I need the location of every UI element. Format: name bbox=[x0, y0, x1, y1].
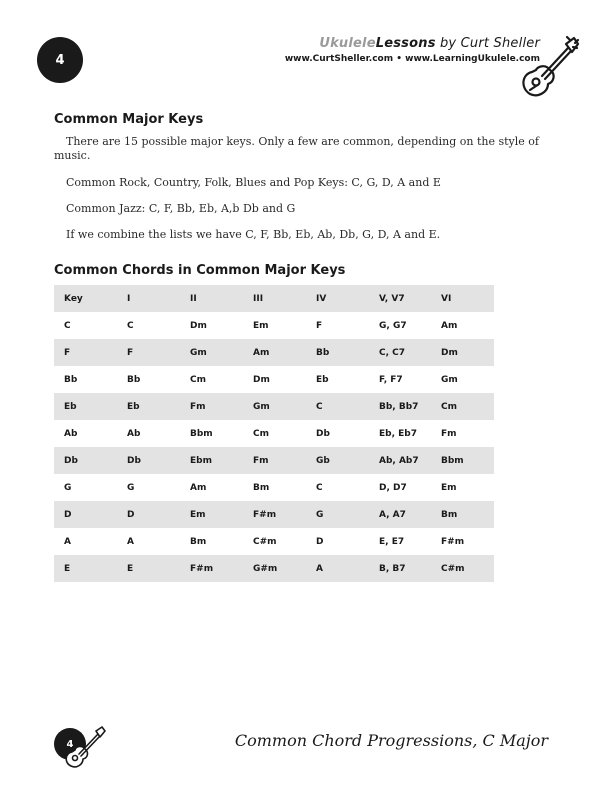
brand-urls: www.CurtSheller.com • www.LearningUkulele.com bbox=[284, 54, 540, 64]
table-cell: D bbox=[127, 509, 135, 520]
table-cell: F, F7 bbox=[379, 374, 403, 385]
table-cell: E bbox=[127, 563, 134, 574]
table-cell: Bm bbox=[253, 482, 270, 493]
header-cell: III bbox=[253, 293, 264, 304]
table-cell: Bb, Bb7 bbox=[379, 401, 419, 412]
table-row bbox=[54, 528, 494, 555]
table-cell: Db bbox=[64, 455, 78, 466]
table-cell: Fm bbox=[190, 401, 206, 412]
table-row bbox=[54, 501, 494, 528]
table-cell: Eb bbox=[127, 401, 140, 412]
table-row bbox=[54, 393, 494, 420]
table-cell: Gb bbox=[316, 455, 330, 466]
table-cell: Em bbox=[441, 482, 457, 493]
table-cell: A, A7 bbox=[379, 509, 406, 520]
paragraph-intro: There are 15 possible major keys. Only a few are common, depending on the style of music. bbox=[54, 135, 539, 162]
table-cell: C, C7 bbox=[379, 347, 406, 358]
brand-title bbox=[285, 36, 540, 51]
table-cell: F#m bbox=[190, 563, 214, 574]
table-cell: Gm bbox=[253, 401, 270, 412]
header-cell: Key bbox=[64, 293, 83, 304]
table-cell: C#m bbox=[253, 536, 277, 547]
table-cell: C bbox=[127, 320, 134, 331]
header-cell: II bbox=[190, 293, 197, 304]
ukulele-icon bbox=[518, 34, 580, 98]
table-cell: Ab bbox=[127, 428, 141, 439]
table-header-row bbox=[54, 285, 494, 312]
table-cell: Em bbox=[253, 320, 269, 331]
table-cell: F bbox=[64, 347, 71, 358]
table-cell: F bbox=[127, 347, 134, 358]
table-cell: Bm bbox=[190, 536, 207, 547]
table-cell: A bbox=[316, 563, 323, 574]
page-number-badge: 4 bbox=[37, 37, 83, 83]
table-cell: D, D7 bbox=[379, 482, 407, 493]
table-row bbox=[54, 447, 494, 474]
chords-table bbox=[54, 285, 494, 582]
table-cell: G, G7 bbox=[379, 320, 407, 331]
table-cell: G bbox=[127, 482, 135, 493]
table-cell: C bbox=[316, 482, 323, 493]
table-cell: Bb bbox=[127, 374, 141, 385]
table-cell: F bbox=[316, 320, 323, 331]
header-cell: IV bbox=[316, 293, 327, 304]
table-cell: C bbox=[316, 401, 323, 412]
table-cell: Bb bbox=[64, 374, 78, 385]
footer-title: Common Chord Progressions, C Major bbox=[234, 731, 548, 750]
paragraph-jazz-keys: Common Jazz: C, F, Bb, Eb, A,b Db and G bbox=[66, 202, 296, 215]
table-cell: Dm bbox=[441, 347, 458, 358]
table-cell: Gm bbox=[190, 347, 207, 358]
section-heading-common-chords: Common Chords in Common Major Keys bbox=[54, 263, 346, 278]
table-row bbox=[54, 366, 494, 393]
table-cell: Cm bbox=[190, 374, 206, 385]
paragraph-combined-keys: If we combine the lists we have C, F, Bb, Eb, Ab, Db, G, D, A and E. bbox=[66, 228, 441, 241]
table-cell: Ab, Ab7 bbox=[379, 455, 419, 466]
brand-lessons: Lessons bbox=[375, 36, 436, 51]
table-cell: Fm bbox=[441, 428, 457, 439]
table-row bbox=[54, 420, 494, 447]
table-cell: Em bbox=[190, 509, 206, 520]
footer-page-number: 4 bbox=[54, 728, 86, 760]
table-cell: Eb, Eb7 bbox=[379, 428, 417, 439]
table-cell: A bbox=[127, 536, 134, 547]
brand-header bbox=[285, 36, 540, 64]
table-cell: A bbox=[64, 536, 71, 547]
table-cell: G bbox=[316, 509, 324, 520]
table-cell: Eb bbox=[64, 401, 77, 412]
section-heading-major-keys: Common Major Keys bbox=[54, 112, 204, 127]
table-cell: E bbox=[64, 563, 71, 574]
table-cell: Gm bbox=[441, 374, 458, 385]
table-cell: Fm bbox=[253, 455, 269, 466]
table-cell: Bb bbox=[316, 347, 330, 358]
table-cell: F#m bbox=[441, 536, 465, 547]
table-cell: Am bbox=[190, 482, 207, 493]
table-cell: F#m bbox=[253, 509, 277, 520]
table-cell: G bbox=[64, 482, 72, 493]
table-row bbox=[54, 555, 494, 582]
table-cell: Am bbox=[441, 320, 458, 331]
header-cell: V, V7 bbox=[379, 293, 405, 304]
table-cell: Cm bbox=[253, 428, 269, 439]
paragraph-rock-keys: Common Rock, Country, Folk, Blues and Pop Keys: C, G, D, A and E bbox=[66, 176, 441, 189]
table-cell: Ebm bbox=[190, 455, 212, 466]
table-cell: D bbox=[316, 536, 324, 547]
table-cell: Dm bbox=[253, 374, 270, 385]
header-cell: VI bbox=[441, 293, 452, 304]
table-cell: G#m bbox=[253, 563, 278, 574]
table-cell: Db bbox=[127, 455, 141, 466]
table-cell: Bbm bbox=[190, 428, 213, 439]
table-cell: E, E7 bbox=[379, 536, 405, 547]
table-cell: Bm bbox=[441, 509, 458, 520]
brand-author: by Curt Sheller bbox=[435, 36, 540, 51]
table-cell: C bbox=[64, 320, 71, 331]
brand-ukulele: Ukulele bbox=[319, 36, 376, 51]
table-row bbox=[54, 339, 494, 366]
table-cell: Am bbox=[253, 347, 270, 358]
table-row bbox=[54, 474, 494, 501]
table-row bbox=[54, 312, 494, 339]
table-cell: Ab bbox=[64, 428, 78, 439]
table-cell: B, B7 bbox=[379, 563, 406, 574]
table-cell: Dm bbox=[190, 320, 207, 331]
table-cell: Eb bbox=[316, 374, 329, 385]
table-cell: Cm bbox=[441, 401, 457, 412]
footer-ukulele-icon bbox=[62, 724, 106, 768]
table-cell: Db bbox=[316, 428, 330, 439]
table-cell: C#m bbox=[441, 563, 465, 574]
header-cell: I bbox=[127, 293, 131, 304]
table-cell: D bbox=[64, 509, 72, 520]
table-cell: Bbm bbox=[441, 455, 464, 466]
